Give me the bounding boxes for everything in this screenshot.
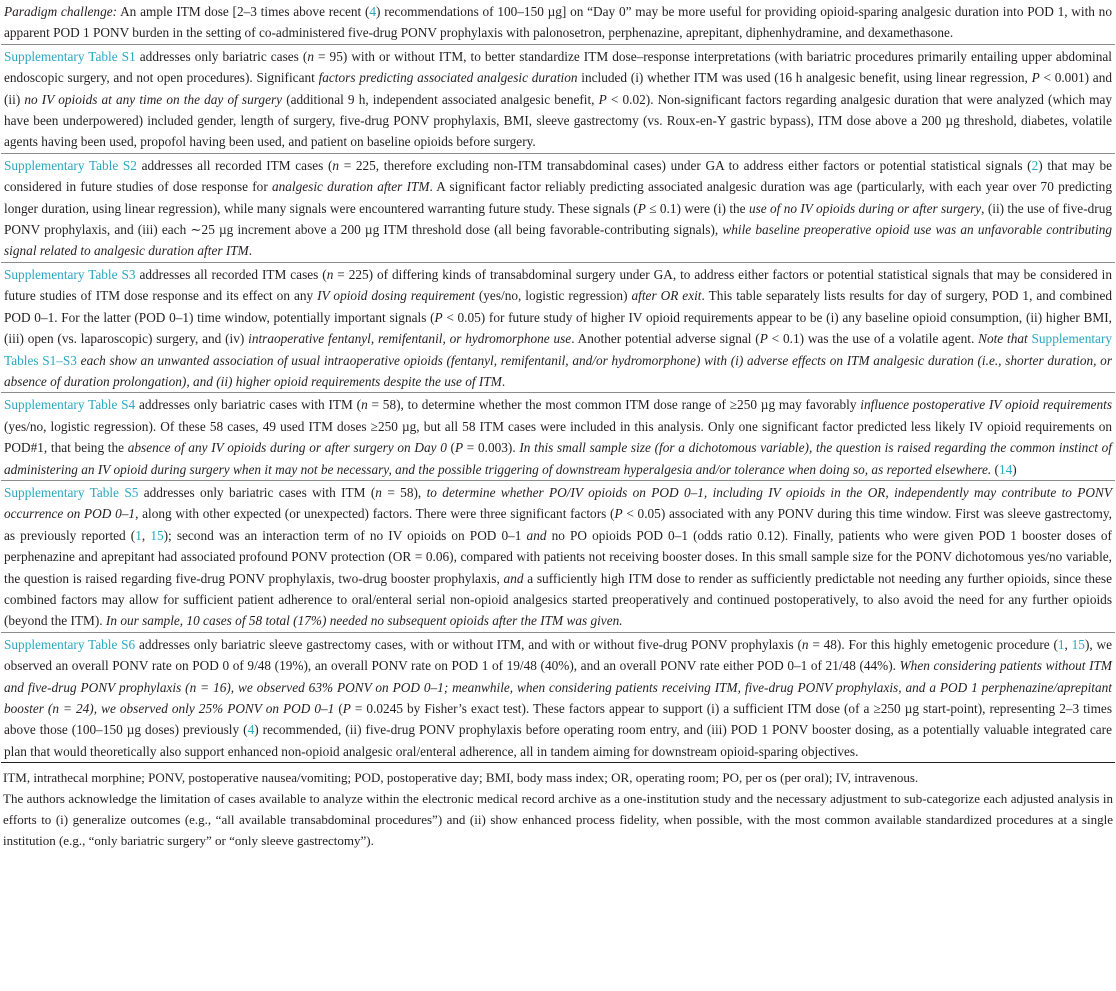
italic-text: In our sample, 10 cases of 58 total (17%) needed no subsequent opioids after the ITM was given. — [105, 613, 623, 629]
italic-text: P — [342, 701, 351, 716]
reference-link[interactable]: Supplementary Tables S1–S3 — [4, 331, 1113, 368]
text-run: , along with other expected (or unexpected) factors. There were three significant factors ( — [135, 506, 615, 522]
text-run: . — [248, 243, 253, 259]
italic-text: influence postoperative IV opioid requirements — [860, 397, 1112, 413]
reference-link[interactable]: Supplementary Table S4 — [4, 397, 136, 413]
summary-table — [1, 0, 1115, 763]
italic-text: analgesic duration after ITM — [271, 179, 430, 195]
text-run: (additional 9 h, independent associated analgesic benefit, — [282, 91, 599, 107]
text-run: . A significant factor reliably predicting associated analgesic duration was age (particularly, with each year over 70 predicting longer duration, using linear regression), while many signals were encountered warranting future study. These signals ( — [4, 179, 1112, 216]
table-row — [1, 262, 1115, 392]
text-run: addresses only bariatric cases with ITM ( — [135, 397, 362, 413]
text-run: < 0.1) was the use of a volatile agent. — [767, 331, 979, 347]
text-run: no PO opioids POD 0–1 (odds ratio 0.12). Finally, patients who were given POD 1 booster doses of perphenazine and aprepitant had associated profound PONV protection (OR = 0.06), compared with patients not receiving booster doses. In this small sample size for the PONV dichotomous yes/no variable, the question is raised regarding five-drug PONV prophylaxis, two-drug booster prophylaxis, — [4, 527, 1112, 586]
italic-text: n — [307, 48, 314, 64]
table-row — [1, 153, 1115, 262]
italic-text: use of no IV opioids during or after surgery — [748, 200, 982, 216]
italic-text: P — [614, 506, 623, 522]
reference-link[interactable]: Supplementary Table S5 — [4, 484, 139, 500]
italic-text: P — [454, 440, 464, 456]
table-row — [1, 632, 1115, 762]
italic-text: Note that — [978, 331, 1032, 347]
text-run: ( — [446, 440, 455, 456]
limitation-footnote: The authors acknowledge the limitation of cases available to analyze within the electronic medical record archive as a one-institution study and the necessary adjustment to sub-categorize each adjusted analysis in efforts to (i) generalize outcomes (e.g., “all available transabdominal procedures”) and (ii) show enhanced process fidelity, when possible, with the most common available standardized procedures at a single institution (e.g., “only bariatric surgery” or “only sleeve gastrectomy”). — [3, 791, 1113, 849]
text-run: ) recommended, (ii) five-drug PONV prophylaxis before operating room entry, and (iii) POD 1 PONV booster dosing, as a potentially valuable integrated care plan that would theoretically also support enhanced non-opioid analgesic oral/enteral adherence, all in tandem aiming for downstream opioid-sparing objectives. — [4, 722, 1113, 759]
italic-text: In this small sample size (for a dichotomous variable), the question is raised regarding the common instinct of administering an IV opioid during surgery when it may not be necessary, and the possible triggering of downstream hyperalgesia and/or tolerance when doing so, as reported elsewhere. — [4, 440, 1112, 477]
reference-link[interactable]: Supplementary Table S1 — [4, 48, 136, 64]
text-run: ) recommendations of 100–150 µg] on “Day 0” may be more useful for providing opioid-sparing analgesic duration into POD 1, with no apparent POD 1 PONV burden in the setting of co-administered five-drug PONV prophylaxis with palonosetron, perphenazine, aprepitant, diphenhydramine, and dexamethasone. — [4, 4, 1112, 41]
text-run: . — [501, 373, 506, 389]
italic-text: P — [1031, 70, 1040, 86]
italic-text: Paradigm challenge: — [4, 4, 118, 19]
text-run: , (ii) the use of five-drug PONV prophylaxis, and (iii) each ∼25 µg increment above a 200 µg ITM threshold dose (all being favorable-contributing signals), — [4, 200, 1112, 238]
text-run: An ample ITM dose [2–3 times above recent ( — [117, 4, 370, 19]
text-run: ) that may be considered in future studies of dose response for — [4, 157, 1113, 195]
italic-text: When considering patients without ITM and five-drug PONV prophylaxis (n = 16), we observed 63% PONV on POD 0–1; meanwhile, when considering patients receiving ITM, five-drug PONV prophylaxis, and a POD 1 perphenazine/aprepitant booster (n = 24), we observed only 25% PONV on POD 0–1 — [4, 658, 1112, 716]
table-cell — [1, 393, 1115, 481]
text-run: addresses only bariatric sleeve gastrectomy cases, with or without ITM, and with or without five-drug PONV prophylaxis ( — [135, 636, 802, 652]
table-row — [1, 480, 1115, 632]
text-run: ( — [334, 701, 343, 716]
text-run: ), we observed an overall PONV rate on POD 0 of 9/48 (19%), an overall PONV rate on POD 1 of 19/48 (40%), and an overall PONV rate either POD 0–1 of 21/48 (44%). — [4, 636, 1112, 674]
table-cell — [1, 632, 1115, 762]
text-run: < 0.05) for future study of higher IV opioid requirements appear to be (i) any baseline opioid consumption, (ii) higher BMI, (iii) open (vs. laparoscopic) surgery, and (iv) — [4, 309, 1112, 347]
text-run: . Another potential adverse signal ( — [571, 331, 760, 347]
italic-text: P — [759, 331, 768, 347]
reference-link[interactable]: 4 — [369, 4, 377, 19]
reference-link[interactable]: 1 — [1057, 636, 1065, 652]
text-run: , — [141, 527, 151, 543]
reference-link[interactable]: Supplementary Table S2 — [4, 157, 137, 173]
italic-text: absence of any IV opioids during or after surgery on Day 0 — [127, 440, 447, 456]
table-footnotes — [0, 763, 1116, 851]
text-run: < 0.05) associated with any PONV during this time window. First was sleeve gastrectomy, as previously reported ( — [4, 506, 1113, 543]
table-cell — [1, 153, 1115, 262]
reference-link[interactable]: 4 — [247, 722, 255, 738]
italic-text: each show an unwanted association of usual intraoperative opioids (fentanyl, remifentanil, and/or hydromorphone) with (i) adverse effects on ITM analgesic duration (i.e., shorter duration, or absence of duration prolongation), and (ii) higher opioid requirements despite the use of ITM — [4, 352, 1112, 389]
text-run: = 48). For this highly emetogenic procedure ( — [808, 636, 1058, 652]
reference-link[interactable]: 14 — [998, 461, 1013, 477]
text-run: ≤ 0.1) were (i) the — [645, 200, 749, 216]
text-run: , — [1064, 636, 1072, 652]
table-cell — [1, 44, 1115, 153]
table-row — [1, 0, 1115, 44]
text-run: included (i) whether ITM was used (16 h analgesic benefit, using linear regression, — [577, 70, 1032, 86]
table-cell — [1, 480, 1115, 632]
text-run: < 0.001) and (ii) — [4, 70, 1112, 107]
italic-text: P — [598, 91, 607, 107]
text-run: (yes/no, logistic regression). Of these 58 cases, 49 used ITM doses ≥250 µg, but all 58 ITM cases were included in this analysis. Only one significant factor predicted less likely IV opioid requirements on POD#1, that being the — [4, 418, 1112, 456]
reference-link[interactable]: Supplementary Table S6 — [4, 636, 136, 652]
italic-text: n — [326, 266, 334, 282]
table-row — [1, 44, 1115, 153]
text-run: < 0.02). Non-significant factors regarding analgesic duration that were analyzed (which may have been underpowered) included gender, length of surgery, five-drug PONV prophylaxis, BMI, sleeve gastrectomy (vs. Roux-en-Y gastric bypass), ITM dose above a 200 µg threshold, diabetes, volatile agents having been used, propofol having been used, and patient on baseline opioids before surgery. — [4, 91, 1113, 150]
text-run: = 95) with or without ITM, to better standardize ITM dose–response interpretations (with bariatric procedures primarily entailing upper abdominal endoscopic surgery, and not open procedures). Significant — [4, 48, 1112, 86]
text-run: = 225, therefore excluding non-ITM transabdominal cases) under GA to address either factors or potential statistical signals ( — [339, 157, 1032, 173]
text-run: addresses all recorded ITM cases ( — [135, 266, 327, 282]
italic-text: IV opioid dosing requirement — [317, 288, 475, 304]
text-run: = 225) of differing kinds of transabdominal surgery under GA, to address either factors or potential statistical signals that may be considered in future studies of ITM dose response and its effect on any — [4, 266, 1112, 304]
italic-text: P — [637, 200, 646, 216]
italic-text: after OR exit — [631, 288, 702, 304]
reference-link[interactable]: 15 — [150, 527, 164, 543]
text-run: . This table separately lists results for day of surgery, POD 1, and combined POD 0–1. For the latter (POD 0–1) time window, potentially important signals ( — [4, 288, 1112, 325]
text-run: ( — [991, 461, 999, 477]
abbreviations-footnote: ITM, intrathecal morphine; PONV, postoperative nausea/vomiting; POD, postoperative day; BMI, body mass index; OR, operating room; PO, per os (per oral); IV, intravenous. — [3, 770, 919, 786]
text-run: addresses all recorded ITM cases ( — [136, 157, 333, 173]
table-row — [1, 393, 1115, 481]
text-run: addresses only bariatric cases ( — [135, 48, 308, 64]
italic-text: and — [526, 527, 547, 543]
text-run: a sufficiently high ITM dose to render as sufficiently predictable not needing any further opioids, since these combined factors may allow for sufficient patient adherence to oral/enteral serial non-opioid analgesics started preoperatively and continued postoperatively, to also avoid the need for any further opioids (beyond the ITM). — [4, 570, 1113, 629]
italic-text: and — [503, 570, 524, 586]
italic-text: to determine whether PO/IV opioids on POD 0–1, including IV opioids in the OR, independently may contribute to PONV occurrence on POD 0–1 — [4, 484, 1113, 522]
italic-text: factors predicting associated analgesic duration — [318, 70, 578, 86]
reference-link[interactable]: 2 — [1031, 157, 1039, 173]
table-cell — [1, 0, 1115, 44]
text-run: = 0.003). — [463, 440, 520, 456]
summary-table-body — [1, 0, 1115, 763]
italic-text: while baseline preoperative opioid use was an unfavorable contributing signal related to analgesic duration after ITM — [4, 222, 1112, 259]
italic-text: n — [801, 636, 809, 652]
text-run: addresses only bariatric cases with ITM ( — [138, 484, 376, 500]
text-run: = 0.0245 by Fisher’s exact test). These factors appear to support (i) a sufficient ITM dose (of a ≥250 µg start-point), representing 2–3 times above those (100–150 µg doses) previously ( — [4, 701, 1112, 738]
italic-text: n — [332, 157, 340, 173]
text-run: ); second was an interaction term of no IV opioids on POD 0–1 — [163, 527, 527, 543]
text-run: (yes/no, logistic regression) — [474, 288, 632, 304]
text-run: ) — [1012, 461, 1017, 477]
text-run: = 58), — [381, 484, 427, 500]
italic-text: n — [361, 397, 368, 413]
italic-text: intraoperative fentanyl, remifentanil, or hydromorphone use — [248, 331, 572, 347]
italic-text: P — [434, 309, 443, 325]
text-run: = 58), to determine whether the most common ITM dose range of ≥250 µg may favorably — [367, 397, 861, 413]
table-cell — [1, 262, 1115, 392]
reference-link[interactable]: Supplementary Table S3 — [4, 266, 136, 282]
reference-link[interactable]: 15 — [1071, 636, 1085, 652]
italic-text: no IV opioids at any time on the day of surgery — [24, 91, 283, 107]
reference-link[interactable]: 1 — [135, 527, 142, 543]
italic-text: n — [375, 484, 382, 500]
